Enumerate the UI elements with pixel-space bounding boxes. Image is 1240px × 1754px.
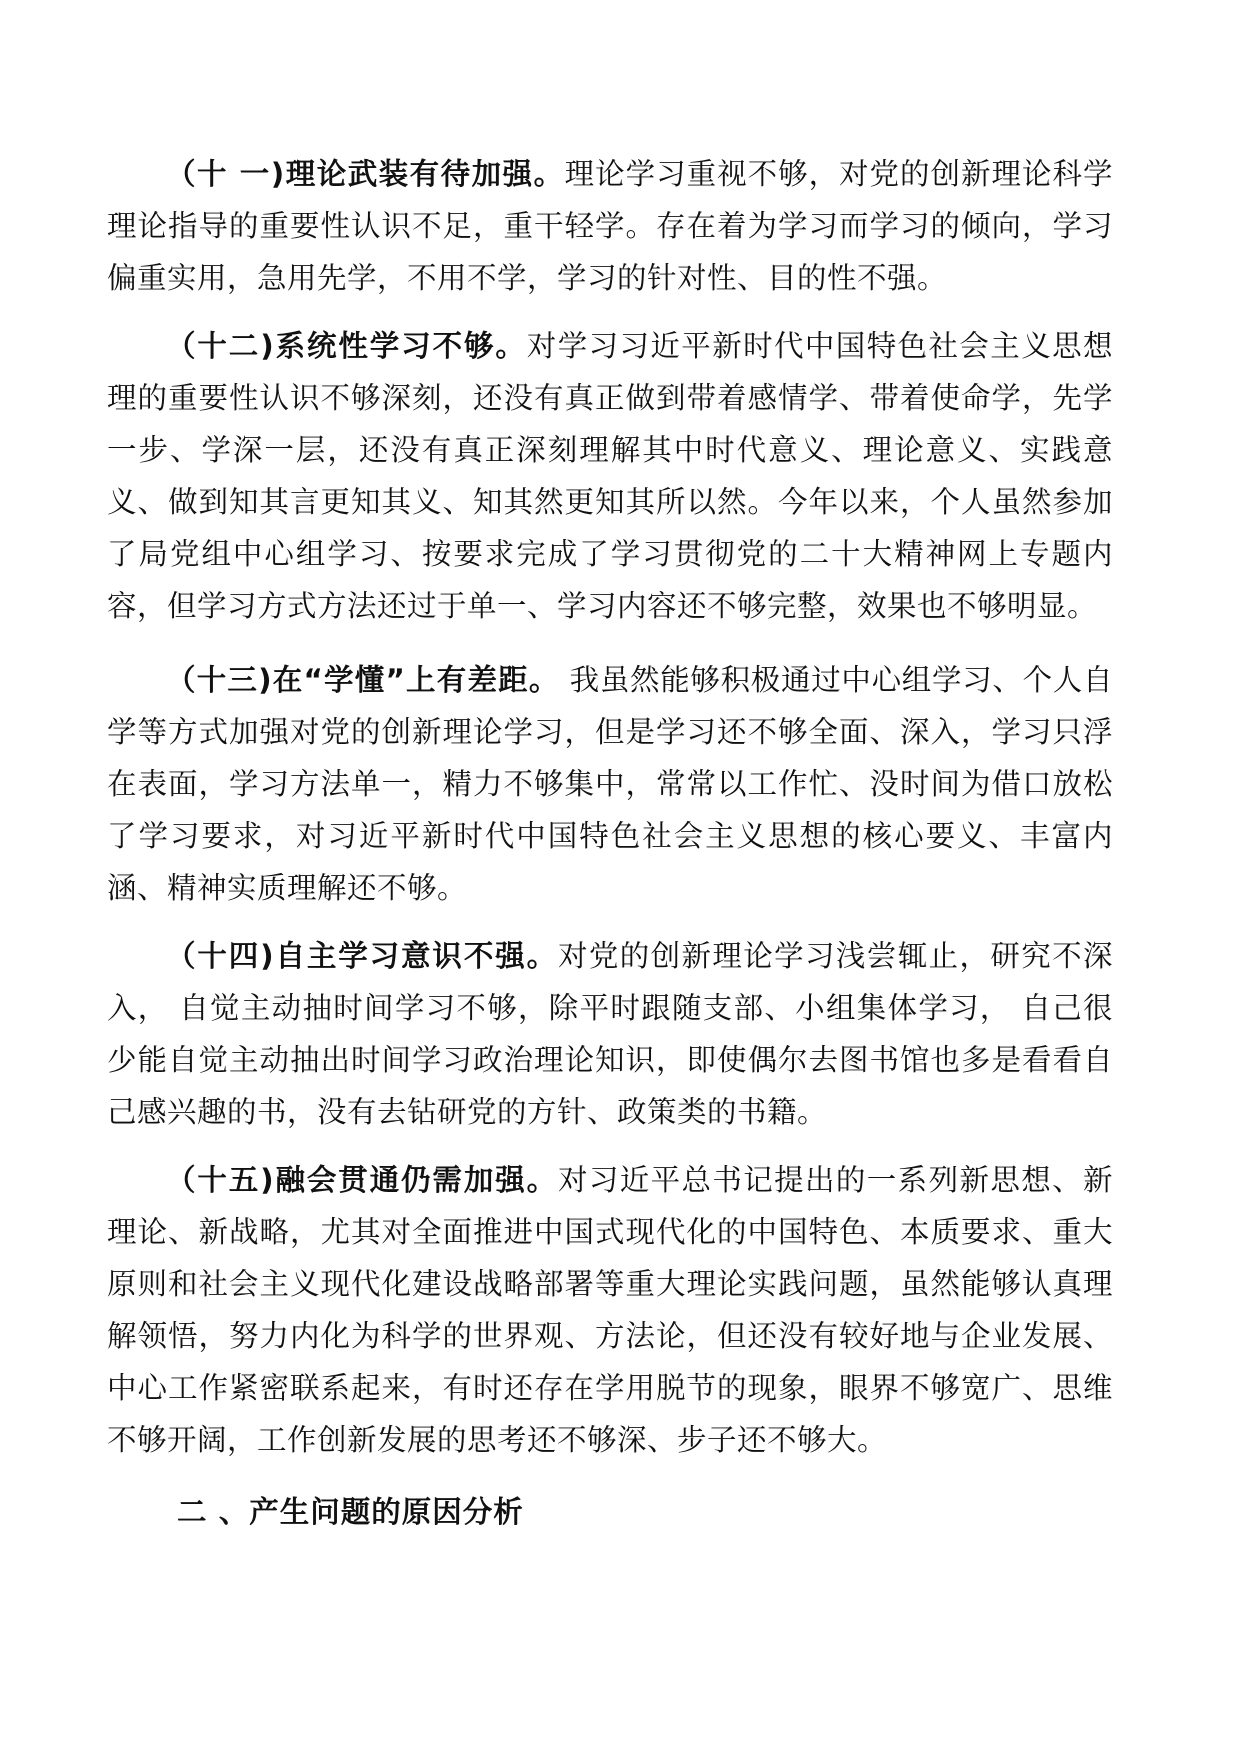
paragraph-11-body: 理论学习重视不够，对党的创新理论科学理论指导的重要性认识不足，重干轻学。存在着为学习而学习的倾向，学习偏重实用，急用先学，不用不学，学习的针对性、目的性不强。 xyxy=(107,157,1113,295)
paragraph-11-heading: （十 一)理论武装有待加强。 xyxy=(166,157,565,191)
paragraph-13-heading: （十三)在“学懂”上有差距。 xyxy=(166,663,560,697)
paragraph-13 xyxy=(107,654,1113,914)
paragraph-14-heading: （十四)自主学习意识不强。 xyxy=(166,939,558,973)
paragraph-14 xyxy=(107,930,1113,1138)
paragraph-15 xyxy=(107,1154,1113,1466)
paragraph-12-heading: （十二)系统性学习不够。 xyxy=(166,329,527,363)
paragraph-15-body: 对习近平总书记提出的一系列新思想、新理论、新战略，尤其对全面推进中国式现代化的中国特色、本质要求、重大原则和社会主义现代化建设战略部署等重大理论实践问题，虽然能够认真理解领悟，努力内化为科学的世界观、方法论，但还没有较好地与企业发展、中心工作紧密联系起来，有时还存在学用脱节的现象，眼界不够宽广、思维不够开阔，工作创新发展的思考还不够深、步子还不够大。 xyxy=(107,1163,1113,1457)
paragraph-11 xyxy=(107,148,1113,304)
section-title: 二 、产生问题的原因分析 xyxy=(177,1495,524,1529)
paragraph-13-body: 我虽然能够积极通过中心组学习、个人自学等方式加强对党的创新理论学习，但是学习还不够全面、深入，学习只浮在表面，学习方法单一，精力不够集中，常常以工作忙、没时间为借口放松了学习要求，对习近平新时代中国特色社会主义思想的核心要义、丰富内涵、精神实质理解还不够。 xyxy=(107,663,1113,905)
paragraph-15-heading: （十五)融会贯通仍需加强。 xyxy=(166,1163,558,1197)
paragraph-14-body: 对党的创新理论学习浅尝辄止，研究不深入， 自觉主动抽时间学习不够，除平时跟随支部、小组集体学习， 自己很少能自觉主动抽出时间学习政治理论知识，即使偶尔去图书馆也多是看看自己感兴趣的书，没有去钻研党的方针、政策类的书籍。 xyxy=(107,939,1113,1129)
paragraph-12 xyxy=(107,320,1113,632)
paragraph-12-body: 对学习习近平新时代中国特色社会主义思想理的重要性认识不够深刻，还没有真正做到带着感情学、带着使命学，先学一步、学深一层，还没有真正深刻理解其中时代意义、理论意义、实践意义、做到知其言更知其义、知其然更知其所以然。今年以来，个人虽然参加了局党组中心组学习、按要求完成了学习贯彻党的二十大精神网上专题内容，但学习方式方法还过于单一、学习内容还不够完整，效果也不够明显。 xyxy=(107,329,1113,623)
